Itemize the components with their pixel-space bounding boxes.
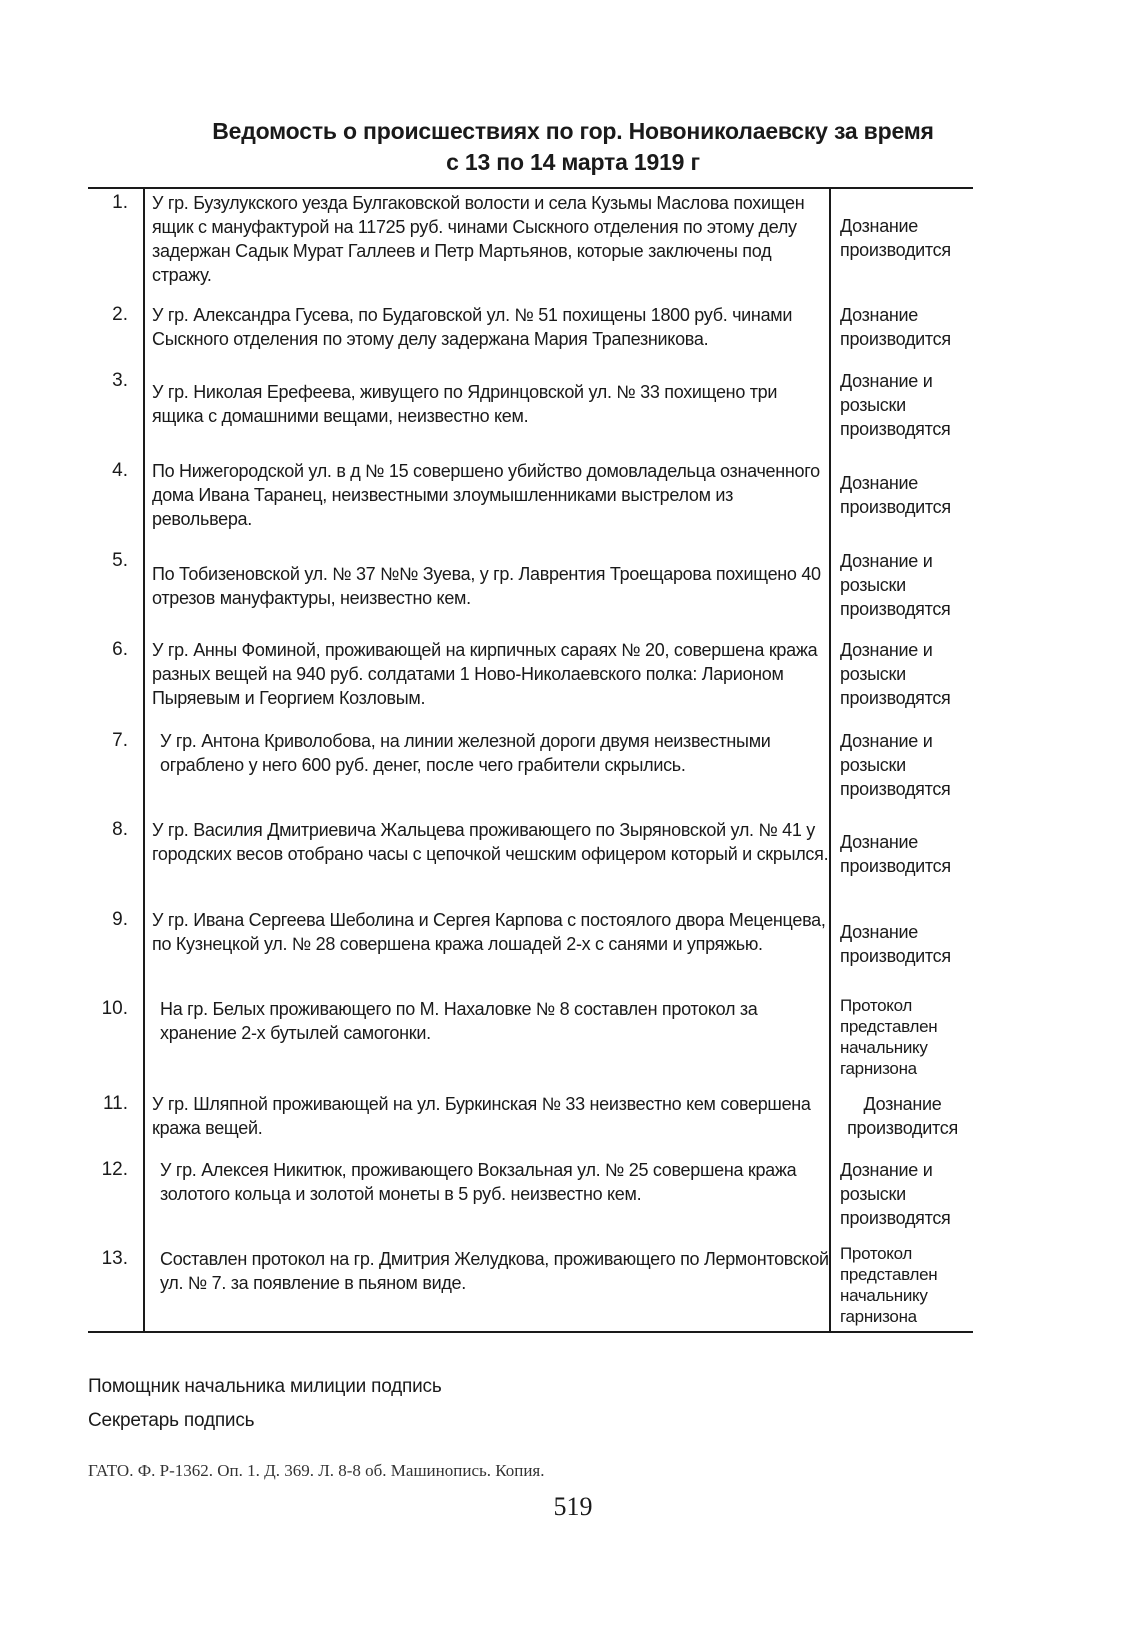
title-line-2: с 13 по 14 марта 1919 г bbox=[446, 149, 700, 175]
row-status: Дознание и розыски производятся bbox=[840, 371, 951, 439]
row-number: 3. bbox=[112, 370, 128, 391]
row-description: У гр. Ивана Сергеева Шеболина и Сергея Карпова с постоялого двора Меценцева, по Кузнецкой ул. № 28 совершена кража лошадей 2-х с санями и упряжью. bbox=[152, 910, 826, 954]
row-number: 9. bbox=[112, 909, 128, 930]
row-description: У гр. Бузулукского уезда Булгаковской волости и села Кузьмы Маслова похищен ящик с мануфактурой на 11725 руб. чинами Сыскного отделения по этому делу задержан Садык Мурат Галлеев и Петр Мартьянов, которые заключены под стражу. bbox=[152, 193, 805, 285]
row-status: Дознание производится bbox=[840, 216, 951, 260]
row-status: Дознание и розыски производятся bbox=[840, 640, 951, 708]
row-status: Дознание производится bbox=[840, 832, 951, 876]
row-status: Дознание и розыски производятся bbox=[840, 731, 951, 799]
row-number: 5. bbox=[112, 550, 128, 571]
row-number: 10. bbox=[101, 998, 128, 1019]
row-description: У гр. Шляпной проживающей на ул. Буркинская № 33 неизвестно кем совершена кража вещей. bbox=[152, 1094, 811, 1138]
incident-table bbox=[88, 187, 973, 1333]
row-number: 11. bbox=[102, 1093, 128, 1114]
row-status: Дознание и розыски производятся bbox=[840, 551, 951, 619]
row-description: По Нижегородской ул. в д № 15 совершено убийство домовладельца означенного дома Ивана Таранец, неизвестными злоумышленниками выстрелом из револьвера. bbox=[152, 461, 820, 529]
row-number: 6. bbox=[112, 639, 128, 660]
row-description: У гр. Василия Дмитриевича Жальцева проживающего по Зыряновской ул. № 41 у городских весов отобрано часы с цепочкой чешским офицером который и скрылся. bbox=[152, 820, 829, 864]
row-status: Дознание производится bbox=[840, 473, 951, 517]
page-number: 519 bbox=[553, 1492, 593, 1521]
row-number: 8. bbox=[112, 819, 128, 840]
row-status: Дознание производится bbox=[840, 922, 951, 966]
signature-assistant-chief: Помощник начальника милиции подпись bbox=[88, 1376, 442, 1397]
row-number: 12. bbox=[101, 1159, 128, 1180]
row-description: У гр. Николая Ерефеева, живущего по Ядринцовской ул. № 33 похищено три ящика с домашними вещами, неизвестно кем. bbox=[152, 382, 778, 426]
row-description: На гр. Белых проживающего по М. Нахаловке № 8 составлен протокол за хранение 2-х бутылей самогонки. bbox=[160, 999, 758, 1043]
row-number: 1. bbox=[112, 192, 128, 213]
row-status: Протокол представлен начальнику гарнизона bbox=[840, 1244, 938, 1326]
title-line-1: Ведомость о происшествиях по гор. Новониколаевску за время bbox=[212, 118, 934, 144]
row-description: У гр. Алексея Никитюк, проживающего Вокзальная ул. № 25 совершена кража золотого кольца и золотой монеты в 5 руб. неизвестно кем. bbox=[160, 1160, 797, 1204]
row-status: Дознание и розыски производятся bbox=[840, 1160, 951, 1228]
row-number: 7. bbox=[112, 730, 128, 751]
row-status: Дознание производится bbox=[847, 1094, 958, 1138]
document-title bbox=[80, 116, 1066, 178]
row-status: Протокол представлен начальнику гарнизона bbox=[840, 996, 938, 1078]
row-description: У гр. Александра Гусева, по Будаговской ул. № 51 похищены 1800 руб. чинами Сыскного отделения по этому делу задержана Мария Трапезникова. bbox=[152, 305, 793, 349]
row-description: По Тобизеновской ул. № 37 №№ Зуева, у гр. Лаврентия Троещарова похищено 40 отрезов мануфактуры, неизвестно кем. bbox=[152, 564, 821, 608]
row-number: 2. bbox=[112, 304, 128, 325]
row-status: Дознание производится bbox=[840, 305, 951, 349]
row-description: У гр. Антона Криволобова, на линии железной дороги двумя неизвестными ограблено у него 600 руб. денег, после чего грабители скрылись. bbox=[160, 731, 771, 775]
archive-source: ГАТО. Ф. Р-1362. Оп. 1. Д. 369. Л. 8-8 об. Машинопись. Копия. bbox=[88, 1461, 545, 1480]
row-number: 4. bbox=[112, 460, 128, 481]
row-number: 13. bbox=[101, 1248, 128, 1269]
row-description: Составлен протокол на гр. Дмитрия Желудкова, проживающего по Лермонтовской ул. № 7. за появление в пьяном виде. bbox=[160, 1249, 829, 1293]
row-description: У гр. Анны Фоминой, проживающей на кирпичных сараях № 20, совершена кража разных вещей на 940 руб. солдатами 1 Ново-Николаевского полка: Ларионом Пыряевым и Георгием Козловым. bbox=[152, 640, 818, 708]
signature-secretary: Секретарь подпись bbox=[88, 1410, 255, 1431]
